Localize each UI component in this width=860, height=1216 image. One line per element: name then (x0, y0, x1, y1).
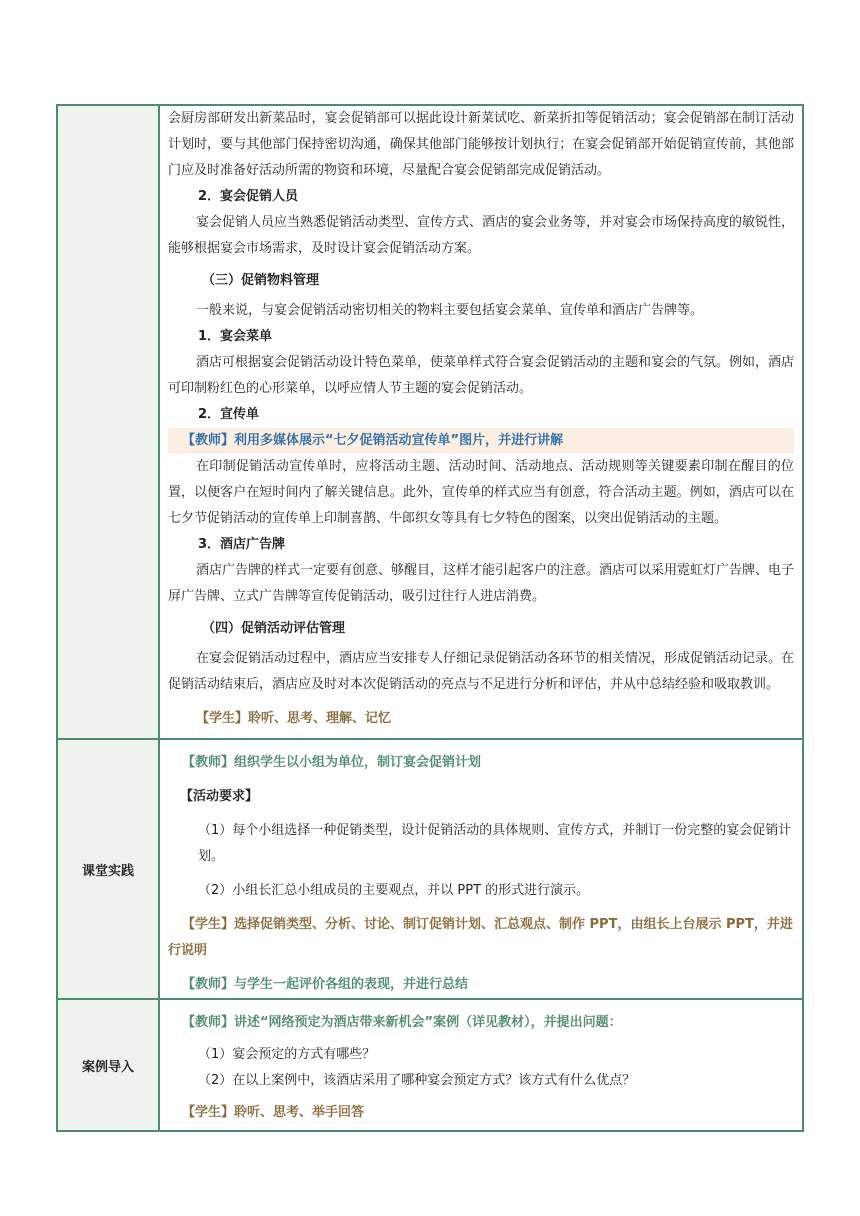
table-row (57, 999, 803, 1131)
paragraph: 宴会促销人员应当熟悉促销活动类型、宣传方式、酒店的宴会业务等，并对宴会市场保持高度的敏锐性，能够根据宴会市场需求，及时设计宴会促销活动方案。 (168, 215, 795, 256)
subheading: 2．宣传单 (198, 407, 260, 422)
subheading: 2．宴会促销人员 (198, 189, 299, 204)
list-item: （1）每个小组选择一种促销类型，设计促销活动的具体规则、宣传方式，并制订一份完整的宴会促销计划。 (198, 823, 792, 864)
paragraph: 一般来说，与宴会促销活动密切相关的物料主要包括宴会菜单、宣传单和酒店广告牌等。 (196, 303, 704, 318)
paragraph: 在印制促销活动宣传单时，应将活动主题、活动时间、活动地点、活动规则等关键要素印制在醒目的位置，以便客户在短时间内了解关键信息。此外，宣传单的样式应当有创意，符合活动主题。例如，酒店可以在七夕节促销活动的宣传单上印制喜鹊、牛郎织女等具有七夕特色的图案，以突出促销活动的主题。 (168, 459, 794, 526)
student-note: 【学生】聆听、思考、理解、记忆 (196, 711, 392, 726)
row-label-practice: 课堂实践 (57, 739, 159, 999)
row-label-empty (57, 105, 159, 739)
teacher-note: 【教师】讲述“网络预定为酒店带来新机会”案例（详见教材），并提出问题： (182, 1015, 622, 1030)
teacher-note: 【教师】组织学生以小组为单位，制订宴会促销计划 (182, 755, 482, 770)
paragraph: 酒店广告牌的样式一定要有创意、够醒目，这样才能引起客户的注意。酒店可以采用霓虹灯广告牌、电子屏广告牌、立式广告牌等宣传促销活动，吸引过往行人进店消费。 (168, 563, 795, 604)
teacher-note: 【教师】与学生一起评价各组的表现，并进行总结 (182, 977, 469, 992)
paragraph: 在宴会促销活动过程中，酒店应当安排专人仔细记录促销活动各环节的相关情况，形成促销活动记录。在促销活动结束后，酒店应及时对本次促销活动的亮点与不足进行分析和评估，并从中总结经验和吸取教训。 (168, 651, 795, 692)
table-row (57, 739, 803, 999)
paragraph: 酒店可根据宴会促销活动设计特色菜单，使菜单样式符合宴会促销活动的主题和宴会的气氛。例如，酒店可印制粉红色的心形菜单，以呼应情人节主题的宴会促销活动。 (168, 355, 795, 396)
content-cell-practice (159, 739, 803, 999)
teacher-note: 【教师】利用多媒体展示“七夕促销活动宣传单”图片，并进行讲解 (168, 428, 794, 454)
lesson-plan-table (56, 104, 804, 1132)
requirements-title: 【活动要求】 (180, 789, 259, 804)
section-heading: （三）促销物料管理 (202, 273, 320, 288)
content-cell-promotion (159, 105, 803, 739)
student-note: 【学生】选择促销类型、分析、讨论、制订促销计划、汇总观点、制作 PPT，由组长上台展示 PPT，并进行说明 (168, 917, 793, 958)
list-item: （1）宴会预定的方式有哪些？ (198, 1047, 376, 1062)
list-item: （2）小组长汇总小组成员的主要观点，并以 PPT 的形式进行演示。 (198, 883, 590, 898)
content-cell-case (159, 999, 803, 1131)
section-heading: （四）促销活动评估管理 (202, 621, 346, 636)
paragraph: 会厨房部研发出新菜品时，宴会促销部可以据此设计新菜试吃、新菜折扣等促销活动；宴会促销部在制订活动计划时，要与其他部门保持密切沟通，确保其他部门能够按计划执行；在宴会促销部开始促销宣传前，其他部门应及时准备好活动所需的物资和环境，尽量配合宴会促销部完成促销活动。 (168, 111, 794, 178)
subheading: 3．酒店广告牌 (198, 537, 286, 552)
table-row (57, 105, 803, 739)
subheading: 1．宴会菜单 (198, 329, 273, 344)
row-label-case: 案例导入 (57, 999, 159, 1131)
list-item: （2）在以上案例中，该酒店采用了哪种宴会预定方式？该方式有什么优点？ (198, 1073, 636, 1088)
student-note: 【学生】聆听、思考、举手回答 (182, 1105, 365, 1120)
